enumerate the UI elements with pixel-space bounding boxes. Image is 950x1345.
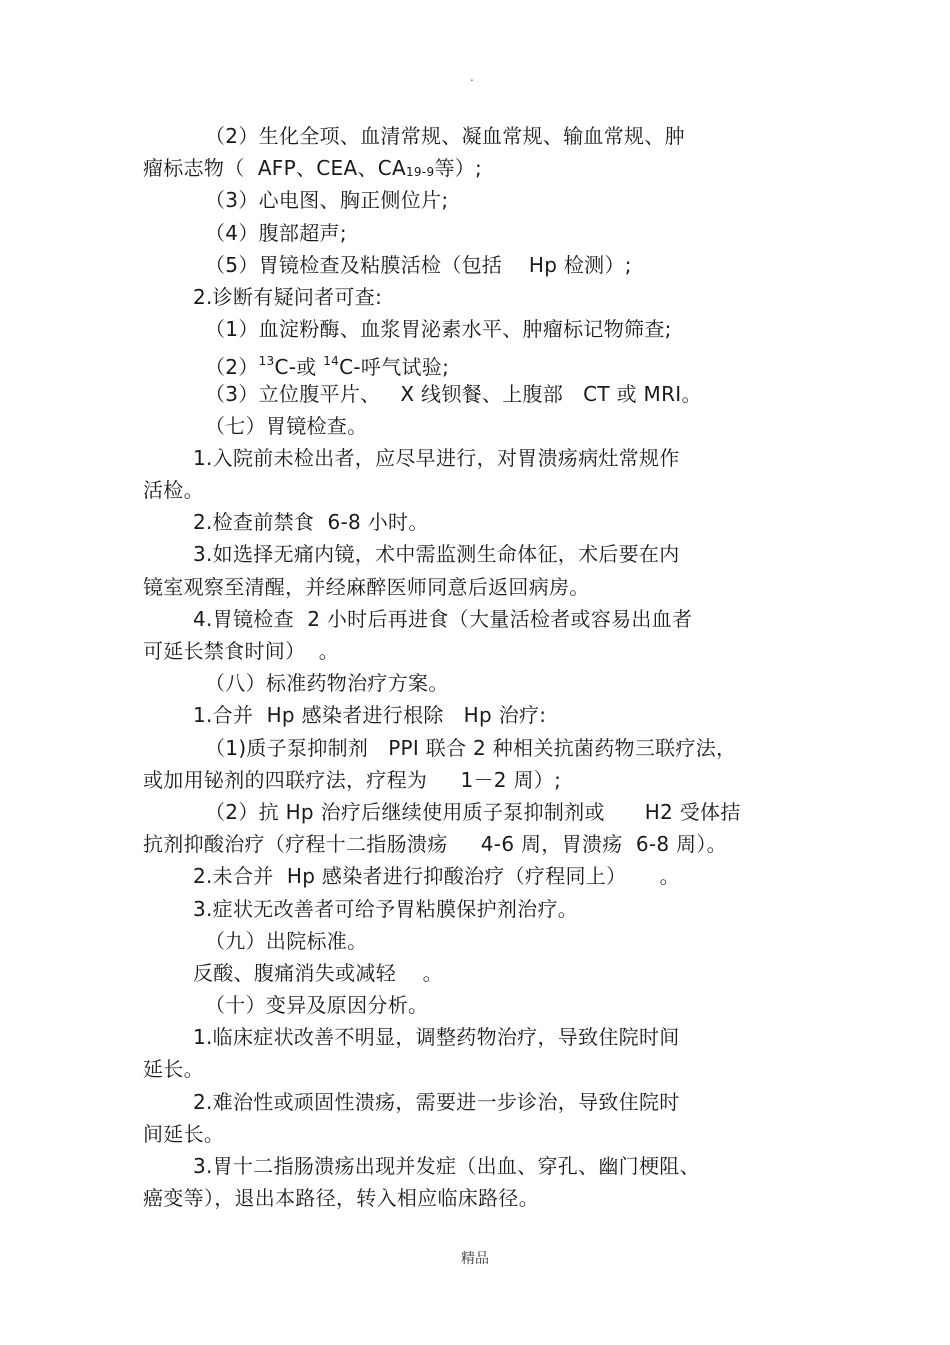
document-body <box>143 120 813 1214</box>
text-line: 活检。 <box>143 478 204 503</box>
section-heading: （九）出院标准。 <box>205 928 368 953</box>
text-line: （4）腹部超声; <box>205 220 347 245</box>
text-line: 镜室观察至清醒，并经麻醉医师同意后返回病房。 <box>143 574 590 599</box>
text-line: 间延长。 <box>143 1121 225 1146</box>
text-line: 3.症状无改善者可给予胃粘膜保护剂治疗。 <box>193 896 579 921</box>
text-line: 抗剂抑酸治疗（疗程十二指肠溃疡 4-6 周，胃溃疡 6-8 周）。 <box>143 832 727 857</box>
text-line: 1.临床症状改善不明显，调整药物治疗，导致住院时间 <box>193 1025 680 1050</box>
superscript: 13 <box>258 354 275 369</box>
text-line: 1.入院前未检出者，应尽早进行，对胃溃疡病灶常规作 <box>193 445 680 470</box>
page-footer: 精品 <box>461 1251 489 1267</box>
text-span: （2） <box>205 355 259 380</box>
section-heading: （七）胃镜检查。 <box>205 413 368 438</box>
section-heading: （八）标准药物治疗方案。 <box>205 671 449 696</box>
text-line: 2.难治性或顽固性溃疡，需要进一步诊治，导致住院时 <box>193 1089 680 1114</box>
text-span: C-呼气试验; <box>339 355 450 380</box>
page-marker-dot: . <box>470 70 474 84</box>
text-line: 可延长禁食时间） 。 <box>143 639 340 663</box>
text-line: （5）胃镜检查及粘膜活检（包括 Hp 检测）; <box>205 252 632 277</box>
text-line: （1）血淀粉酶、血浆胃泌素水平、肿瘤标记物筛查; <box>205 317 672 342</box>
text-line: 2.未合并 Hp 感染者进行抑酸治疗（疗程同上） 。 <box>193 864 680 889</box>
text-line: 延长。 <box>143 1057 204 1082</box>
text-line: 2.诊断有疑问者可查: <box>193 284 383 309</box>
text-span: C-或 <box>274 355 324 380</box>
text-line <box>143 152 813 184</box>
text-line: 反酸、腹痛消失或减轻 。 <box>193 960 443 985</box>
text-line: （1)质子泵抑制剂 PPI 联合 2 种相关抗菌药物三联疗法， <box>205 735 737 760</box>
text-line: 1.合并 Hp 感染者进行根除 Hp 治疗: <box>193 703 547 728</box>
text-line: 癌变等），退出本路径，转入相应临床路径。 <box>143 1186 539 1211</box>
text-line: 4.胃镜检查 2 小时后再进食（大量活检者或容易出血者 <box>193 606 693 631</box>
text-line: 2.检查前禁食 6-8 小时。 <box>193 510 429 535</box>
text-line: 或加用铋剂的四联疗法，疗程为 1－2 周）; <box>143 767 562 792</box>
text-line: （3）立位腹平片、 X 线钡餐、上腹部 CT 或 MRI。 <box>205 381 702 406</box>
text-span: 等）; <box>434 156 483 181</box>
subscript: 19-9 <box>406 165 435 180</box>
text-line <box>143 345 813 380</box>
text-line: 3.胃十二指肠溃疡出现并发症（出血、穿孔、幽门梗阻、 <box>193 1154 700 1178</box>
section-heading: （十）变异及原因分析。 <box>205 993 429 1018</box>
text-line: （2）生化全项、血清常规、凝血常规、输血常规、肿 <box>205 124 685 148</box>
text-line: （3）心电图、胸正侧位片; <box>205 188 449 213</box>
superscript: 14 <box>323 354 340 369</box>
text-line: （2）抗 Hp 治疗后继续使用质子泵抑制剂或 H2 受体拮 <box>205 799 741 824</box>
text-line: 3.如选择无痛内镜，术中需监测生命体征，术后要在内 <box>193 542 680 567</box>
text-span: 瘤标志物（ AFP、CEA、CA <box>143 156 406 181</box>
